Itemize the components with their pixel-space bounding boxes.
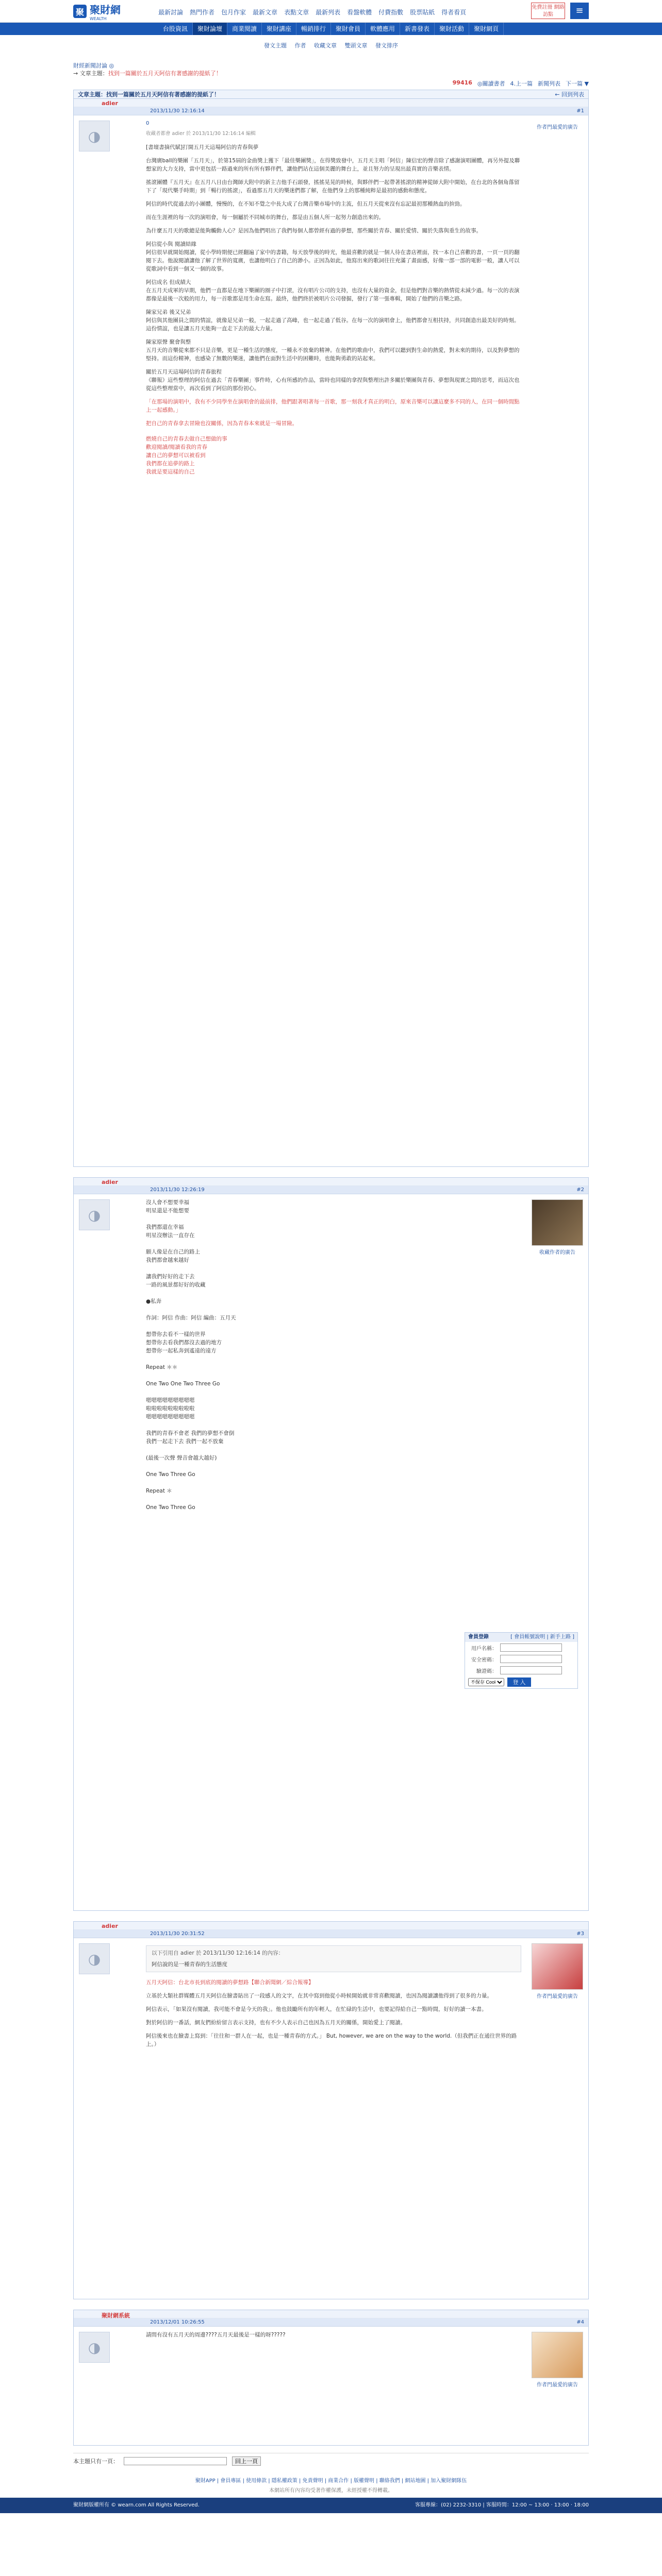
- pager-link[interactable]: 4.上一篇: [510, 80, 533, 87]
- post-author[interactable]: adier: [102, 1923, 118, 1929]
- topic-header: [73, 90, 589, 99]
- ad-image[interactable]: [532, 2332, 583, 2378]
- main-nav-item[interactable]: 聚財會員: [331, 23, 366, 35]
- lyric-line: 我們一起走下去 我們一起不放棄: [146, 1438, 224, 1445]
- ad-label[interactable]: 作者門最愛的廣告: [537, 1994, 578, 1999]
- section-head: 關於五月天這場阿信的青春旅程: [146, 369, 222, 375]
- top-link[interactable]: 包月作家: [221, 9, 246, 16]
- post-paragraph: 台灣廣ball的樂團「五月天」，於第15屆的金曲獎上獲下「最佳樂團獎」，在得獎致發中，五月天主唱「阿信」陳信宏的聲音除了感謝演唱團體，再另外提及聯想家的大力支持，當中更包括一路過來的所有所有夥伴們，讓他們站在這個美麗的舞台上，並且努力的呈現出最真實的音樂表情。: [146, 158, 520, 172]
- site-logo[interactable]: [73, 4, 121, 19]
- logo-text: 聚財網: [90, 4, 121, 16]
- post-floor: #4: [576, 2319, 584, 2325]
- section-text: 阿信很早就開始閱讀，從小學時期便已經翻遍了家中的書籍，每天放學後的時光，他最喜歡的就是一個人待在書店裡面，找一本自己喜歡的書，一頁一頁的翻閱下去。他說閱讀讓他了解了世界的寬廣，也讓他明白了自己的渺小。正因為如此，他寫出來的歌詞往往充滿了畫面感，好像一部一部的電影一般，讓人可以從歌詞中看到一個又一個的故事。: [146, 249, 520, 272]
- lyric-line: 啦啦啦啦啦啦啦啦啦: [146, 1405, 195, 1412]
- login-title: 會員登錄: [468, 1634, 489, 1640]
- section-head: 阿信從小與 閱讀結緣: [146, 241, 196, 247]
- post: [73, 1177, 589, 1911]
- post-meta: [74, 1930, 588, 1938]
- password-label: 安全密碼：: [471, 1657, 497, 1663]
- post: [73, 2310, 589, 2446]
- red-note: 把自己的青春拿去冒險也沒關係，因為青春本來就是一場冒險。: [146, 420, 297, 427]
- lyric-line: 嗯嗯嗯嗯嗯嗯嗯嗯嗯: [146, 1414, 195, 1420]
- lyric-line: [146, 1306, 521, 1314]
- reply-label: 本主題只有一頁：: [73, 2458, 119, 2465]
- post-content: [141, 1194, 526, 1910]
- pager-link[interactable]: 新聞列表: [538, 80, 561, 87]
- avatar: ◑: [79, 2332, 110, 2363]
- main-nav-item[interactable]: 台股資訊: [158, 23, 193, 35]
- main-nav-item[interactable]: 聚財網頁: [469, 23, 504, 35]
- post-date: 2013/11/30 20:31:52: [150, 1931, 205, 1937]
- reply-input[interactable]: [124, 2457, 227, 2465]
- main-nav-item[interactable]: 聚財活動: [435, 23, 469, 35]
- signature-line: 讓自己的夢想可以被看到: [146, 452, 206, 459]
- signature-line: 歡迎閱讀/閱讀看我的青春: [146, 444, 208, 450]
- sub-nav-item[interactable]: 發文主題: [264, 42, 287, 49]
- top-link[interactable]: 得者看頁: [441, 9, 467, 16]
- register-link[interactable]: [ 會員帳號說明 | 新手上路 ]: [510, 1634, 574, 1640]
- section-head: 陳家兄弟 後又兄弟: [146, 309, 191, 315]
- section-head: 阿信成名 但成績大: [146, 279, 191, 285]
- post-floor: #3: [576, 1931, 584, 1937]
- sub-nav-item[interactable]: 作者: [294, 42, 306, 49]
- red-note: 「在那場的演唱中，我有不少同學坐在演唱會的最前排，他們跟著唱著每一首歌，那一刻我才真正的明白，原來音樂可以讓這麼多不同的人，在同一個時間點上一起感動。」: [146, 399, 520, 413]
- avatar: ◑: [79, 1199, 110, 1230]
- footer-links[interactable]: 聚財APP | 會員專區 | 使用條款 | 隱私權政策 | 免責聲明 | 商業合作 | 版權聲明 | 聯絡我們 | 網站地圖 | 加入聚財網隊伍: [195, 2478, 467, 2484]
- back-button[interactable]: 回上一頁: [232, 2456, 261, 2466]
- site-footer: [0, 2498, 662, 2513]
- post-sidebar: [526, 115, 588, 1166]
- lyric-line: [146, 1462, 521, 1470]
- lyric-line: [146, 1355, 521, 1363]
- post-author[interactable]: adier: [102, 1179, 118, 1185]
- post-paragraph: 立基於大類社群媒體五月天阿信在臉書貼出了一段感人的文字，在其中寫到他從小時候開始就非常喜歡閱讀，也因為閱讀讓他得到了很多的力量。: [146, 1993, 492, 1999]
- post-head: [74, 2310, 588, 2318]
- post: [73, 1921, 589, 2299]
- main-nav-item[interactable]: 商業閱讀: [227, 23, 262, 35]
- reply-bar: [73, 2453, 589, 2469]
- main-nav-item-active[interactable]: 聚財論壇: [193, 23, 227, 35]
- lyric-line: [146, 1264, 521, 1273]
- section-text: 在五月天成軍的早期，他們一直都是在地下樂團的圈子中打滾，沒有唱片公司的支持，也沒有大量的資金，但是他們對音樂的熱情從未減少過。每一次的表演都像是最後一次般的用力，每一首歌都是用生命在寫。最終，他們終於被唱片公司發掘，發行了第一張專輯，開始了他們的音樂之路。: [146, 287, 520, 302]
- sub-nav-item[interactable]: 雙頭文章: [344, 42, 368, 49]
- lyric-line: 明星還是不能想要: [146, 1208, 189, 1214]
- post-edit-note: 收藏者都會 adier 於 2013/11/30 12:16:14 編輯: [146, 131, 256, 137]
- section-head: 陳家原聲 聚會與整: [146, 339, 191, 345]
- lyric-line: 願人像是在自己的路上: [146, 1249, 200, 1255]
- avatar: ◑: [79, 1943, 110, 1974]
- lyric-line: 想帶你去看我們都沒去過的地方: [146, 1340, 222, 1346]
- lyric-line: [146, 1421, 521, 1429]
- ad-label[interactable]: 作者門最愛的廣告: [537, 125, 578, 130]
- breadcrumb: [73, 62, 589, 77]
- lyrics-block: [146, 1198, 521, 1512]
- signature-line: 燃燒自己的青春去做自己想做的事: [146, 436, 227, 442]
- top-link[interactable]: 付費指數: [378, 9, 404, 16]
- post-paragraph: 阿信的時代從過去的小團體，慢慢的，在不知不覺之中長大成了台灣音樂市場中的主流，但五月天從來沒有忘記最初那種熱血的拚勁。: [146, 201, 466, 207]
- top-link[interactable]: 股票貼紙: [410, 9, 435, 16]
- signature-line: 我們都在追夢的路上: [146, 461, 195, 467]
- top-link[interactable]: 看盤軟體: [347, 9, 372, 16]
- breadcrumb-prefix: → 文章主題：: [73, 70, 108, 77]
- post-sidebar: [526, 1194, 588, 1910]
- lyric-line: Repeat ＊: [146, 1488, 172, 1494]
- footer-copyright: 聚財網版權所有 © wearn.com All Rights Reserved.: [73, 2502, 200, 2508]
- top-nav: [158, 8, 466, 16]
- avatar: ◑: [79, 121, 110, 151]
- password-input[interactable]: [500, 1655, 562, 1663]
- post-meta: [74, 1186, 588, 1194]
- username-label: 用戶名稱：: [471, 1646, 497, 1652]
- login-panel: [465, 1632, 578, 1689]
- section-text: 阿信與其他團員之間的情誼，就像是兄弟一般，一起走過了高峰，也一起走過了低谷。在每一次的演唱會上，他們都會互相扶持，共同創造出最美好的時刻。這份情誼，也是讓五月天能夠一直走下去的最大力量。: [146, 317, 520, 332]
- post-closing: 阿信後來也在臉書上寫到：「往往和一群人在一起，也是一種青春的方式。」 But, however, we are on the way to the world.（但我們正在通往世界的路上。）: [146, 2033, 517, 2047]
- post-paragraph: [書壇書摘代賦]打開五月天這場阿信的青春與夢: [146, 144, 259, 150]
- top-link[interactable]: 熱門作者: [190, 9, 215, 16]
- captcha-label: 驗證碼：: [476, 1668, 497, 1674]
- post-head: [74, 99, 588, 107]
- footer-contact: 客服專線：(02) 2232-3310 | 客服時間：12:00 ~ 13:00 · 13:00 · 18:00: [415, 2502, 589, 2508]
- main-nav-item[interactable]: 暢銷排行: [296, 23, 331, 35]
- post-sidebar: [526, 2327, 588, 2445]
- main-nav: [0, 23, 662, 35]
- content-wrap: [73, 62, 589, 2494]
- post-paragraph: 搖滾團體『五月天』在五月八日由台灣師大附中的新主吉他手石頭發，搖搖晃晃的時候，與夥伴們一起帶著搖滾的精神從師大附中開始，在台北的各個角落留下了「現代樂手時期」到「暢行的搖滾」，看過那五月天的樂迷們都了解，在他們身上的那種純粹是最初的感動和態度。: [146, 179, 520, 194]
- lyric-line: 想帶你去看不一樣的世界: [146, 1331, 206, 1337]
- back-to-list-link[interactable]: ← 回到列表: [555, 91, 584, 98]
- post-paragraph: 為什麼五月天的歌總是能夠觸動人心？是因為他們唱出了我們每個人都曾經有過的夢想，那些關於青春、關於愛情、關於失落與重生的故事。: [146, 228, 482, 234]
- lyric-line: [146, 1479, 521, 1487]
- lyric-line: [146, 1388, 521, 1396]
- lyric-line: [146, 1215, 521, 1223]
- post-paragraph: 而在生涯裡的每一次的演唱會，每一個屬於不同城市的舞台，都是由五個人所一起努力創造出來的。: [146, 214, 384, 221]
- post-author[interactable]: 聚財網系統: [102, 2312, 130, 2319]
- post-author[interactable]: adier: [102, 100, 118, 107]
- lyric-line: 讓我們好好的走下去: [146, 1274, 195, 1280]
- lyric-line: 我們都會越來越好: [146, 1257, 189, 1263]
- post-content: [141, 1938, 526, 2299]
- lyric-line: [146, 1371, 521, 1380]
- login-button[interactable]: 登 入: [507, 1677, 531, 1687]
- view-count: 99416: [452, 79, 472, 86]
- post-sidebar: [526, 1938, 588, 2299]
- post-floor: #2: [576, 1187, 584, 1193]
- lyric-line: [146, 1446, 521, 1454]
- top-link[interactable]: 最新列表: [316, 9, 341, 16]
- username-input[interactable]: [500, 1643, 562, 1652]
- breadcrumb-topic[interactable]: 找到一篇關於五月天阿信有著感謝的提紙了！: [108, 70, 222, 77]
- ad-image[interactable]: [532, 1943, 583, 1990]
- captcha-input[interactable]: [500, 1666, 562, 1674]
- main-nav-item[interactable]: 聚財講座: [262, 23, 296, 35]
- post-head: [74, 1178, 588, 1186]
- breadcrumb-forum[interactable]: 財經新聞討論 ◎: [73, 62, 114, 69]
- section-text: 《聯報》這些整理的阿信在過去「青春樂團」事件時，心有所感的作品，當時也同樣的拿捏與整理出許多關於樂團與青春、夢想與現實之間的思考，而這次也從這些整理當中，再次看到了阿信的那份初心。: [146, 377, 520, 392]
- post-content: [141, 2327, 526, 2445]
- quote-text: 阿信說的是一種青春的生活態度: [152, 1961, 227, 1968]
- top-link[interactable]: 最新文章: [253, 9, 278, 16]
- section-text: 五月天的音樂從來都不只是音樂，更是一種生活的態度，一種永不放棄的精神。在他們的歌曲中，我們可以聽到對生命的熱愛，對未來的期待，以及對夢想的堅持。而這份精神，也感染了無數的樂迷，讓他們在面對生活中的困難時，也能夠勇敢的站起來。: [146, 347, 520, 362]
- pager-link[interactable]: 下一篇 ▼: [566, 80, 589, 87]
- lyric-line: [146, 1240, 521, 1248]
- quote-head: 以下引用自 adier 於 2013/11/30 12:16:14 的內容：: [152, 1950, 284, 1956]
- ad-image[interactable]: [532, 1199, 583, 1246]
- news-headline: 五月天阿信：台北市長到底的閱讀的夢想路【聯合新聞網／綜合報導】: [146, 1979, 314, 1986]
- lyric-line: [146, 1289, 521, 1297]
- pager-link[interactable]: ◎關讀書者: [477, 80, 505, 87]
- ad-label[interactable]: 收藏作者的廣告: [539, 1250, 575, 1256]
- sub-nav-item[interactable]: 發文排序: [375, 42, 398, 49]
- lyric-line: 我們都還在幸福: [146, 1224, 184, 1230]
- lyric-line: 明星沒辦法一直存在: [146, 1232, 195, 1239]
- lyric-line: One Two One Two Three Go: [146, 1381, 220, 1387]
- topic-pager: [73, 79, 589, 88]
- lyric-line: 我們的青春不會老 我們的夢想不會倒: [146, 1430, 235, 1436]
- topic-title: 文章主題：找到一篇關於五月天阿信有著感謝的提紙了！: [78, 91, 220, 98]
- lyric-line: [146, 1495, 521, 1503]
- cookie-select[interactable]: [468, 1678, 504, 1686]
- main-nav-item[interactable]: 新書發表: [400, 23, 435, 35]
- post-paragraph: 阿信表示，「如果沒有閱讀，我可能不會是今天的我」。他也鼓勵所有的年輕人，在忙碌的生活中，也要記得給自己一點時間，好好的讀一本書。: [146, 2006, 487, 2012]
- signature-line: 我就是要這樣的自己: [146, 469, 195, 475]
- sub-nav: [73, 41, 589, 49]
- lyric-line: 作詞：阿信 作曲：阿信 編曲：五月天: [146, 1315, 236, 1321]
- lyric-line: 一路的風景都好好的收藏: [146, 1282, 206, 1288]
- lyric-line: 想帶你一起私奔到遙遠的遠方: [146, 1348, 217, 1354]
- ad-label[interactable]: 作者門最愛的廣告: [537, 2382, 578, 2388]
- lyric-line: 嗯嗯嗯嗯嗯嗯嗯嗯嗯: [146, 1397, 195, 1403]
- footer-note: 本網站所有內容均受著作權保護，未經授權不得轉載。: [269, 2488, 393, 2494]
- lyric-line: One Two Three Go: [146, 1471, 195, 1478]
- lyric-line: Repeat ＊＊: [146, 1364, 178, 1370]
- post-meta: [74, 107, 588, 115]
- post-paragraph: 對於阿信的一番話，網友們紛紛留言表示支持，也有不少人表示自己也因為五月天的關係，開始愛上了閱讀。: [146, 2020, 406, 2026]
- lyric-line: ●私奔: [146, 1298, 162, 1304]
- post-date: 2013/12/01 10:26:55: [150, 2319, 205, 2325]
- top-link[interactable]: 表點文章: [284, 9, 309, 16]
- lyric-line: (最後一次聲 聲音會越大越好): [146, 1455, 217, 1461]
- lyric-line: One Two Three Go: [146, 1504, 195, 1511]
- top-bar: [0, 0, 662, 23]
- lyric-line: 沒人會不想要幸福: [146, 1199, 189, 1206]
- main-nav-item[interactable]: 軟體應用: [366, 23, 400, 35]
- logo-sub: WEALTH: [90, 16, 107, 21]
- menu-icon[interactable]: ≡: [570, 3, 589, 19]
- sub-nav-item[interactable]: 收藏文章: [314, 42, 337, 49]
- post-head: [74, 1922, 588, 1930]
- top-link[interactable]: 最新討論: [158, 9, 184, 16]
- logo-mark-icon: 聚: [73, 5, 87, 18]
- post-date: 2013/11/30 12:26:19: [150, 1187, 205, 1193]
- register-button[interactable]: 免費註冊 網路訪點: [531, 3, 565, 19]
- post-paragraph: 請問有沒有五月天的周邊????五月天最後是一樣的呀?????: [146, 2332, 286, 2338]
- post-content: [141, 115, 526, 1166]
- post-floor: #1: [576, 108, 584, 114]
- lyric-line: [146, 1322, 521, 1330]
- quote-box: [146, 1945, 521, 1972]
- post-date: 2013/11/30 12:16:14: [150, 108, 205, 114]
- signature: [146, 435, 521, 476]
- post-meta: [74, 2318, 588, 2327]
- post-line: 0: [146, 121, 150, 126]
- post: [73, 99, 589, 1167]
